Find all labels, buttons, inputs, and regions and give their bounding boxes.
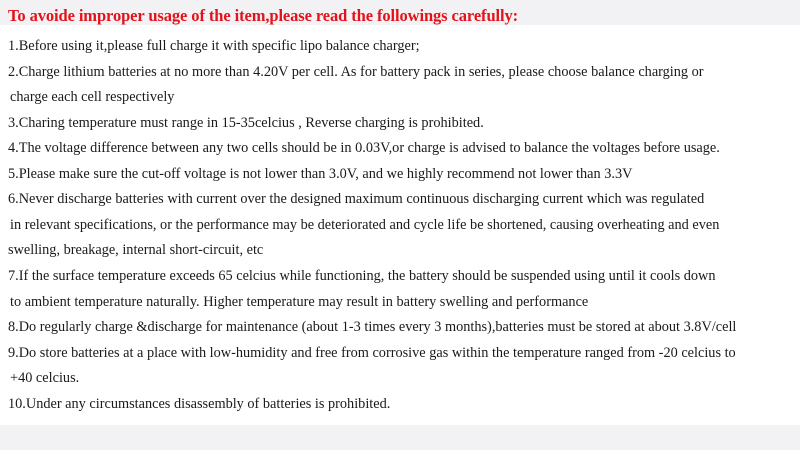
instruction-line-1: 1.Before using it,please full charge it with specific lipo balance charger; — [8, 38, 420, 54]
instruction-line-9: 9.Do store batteries at a place with low-humidity and free from corrosive gas within the temperature ranged from -20 celcius to — [8, 345, 736, 361]
instruction-line-6-cont-1: in relevant specifications, or the performance may be deteriorated and cycle life be shortened, causing overheating and even — [10, 217, 720, 233]
instruction-line-2: 2.Charge lithium batteries at no more than 4.20V per cell. As for battery pack in series, please choose balance charging or — [8, 64, 704, 80]
warning-title: To avoide improper usage of the item,please read the followings carefully: — [8, 6, 519, 25]
instruction-line-3: 3.Charing temperature must range in 15-35celcius , Reverse charging is prohibited. — [8, 115, 484, 131]
instruction-line-6-cont-2: swelling, breakage, internal short-circuit, etc — [8, 242, 264, 258]
instruction-line-2-cont: charge each cell respectively — [10, 89, 175, 105]
header-band — [0, 0, 800, 25]
instruction-line-9-cont: +40 celcius. — [10, 370, 80, 386]
instruction-line-10: 10.Under any circumstances disassembly of batteries is prohibited. — [8, 396, 391, 412]
instruction-line-7: 7.If the surface temperature exceeds 65 celcius while functioning, the battery should be suspended using until it cools down — [8, 268, 716, 284]
instruction-line-4: 4.The voltage difference between any two cells should be in 0.03V,or charge is advised to balance the voltages before usage. — [8, 140, 720, 156]
instruction-line-5: 5.Please make sure the cut-off voltage is not lower than 3.0V, and we highly recommend not lower than 3.3V — [8, 166, 633, 182]
instruction-line-7-cont: to ambient temperature naturally. Higher temperature may result in battery swelling and performance — [10, 294, 589, 310]
footer-band — [0, 425, 800, 450]
instruction-line-8: 8.Do regularly charge &discharge for maintenance (about 1-3 times every 3 months),batteries must be stored at about 3.8V/cell — [8, 319, 737, 335]
instruction-line-6: 6.Never discharge batteries with current over the designed maximum continuous discharging current which was regulated — [8, 191, 705, 207]
